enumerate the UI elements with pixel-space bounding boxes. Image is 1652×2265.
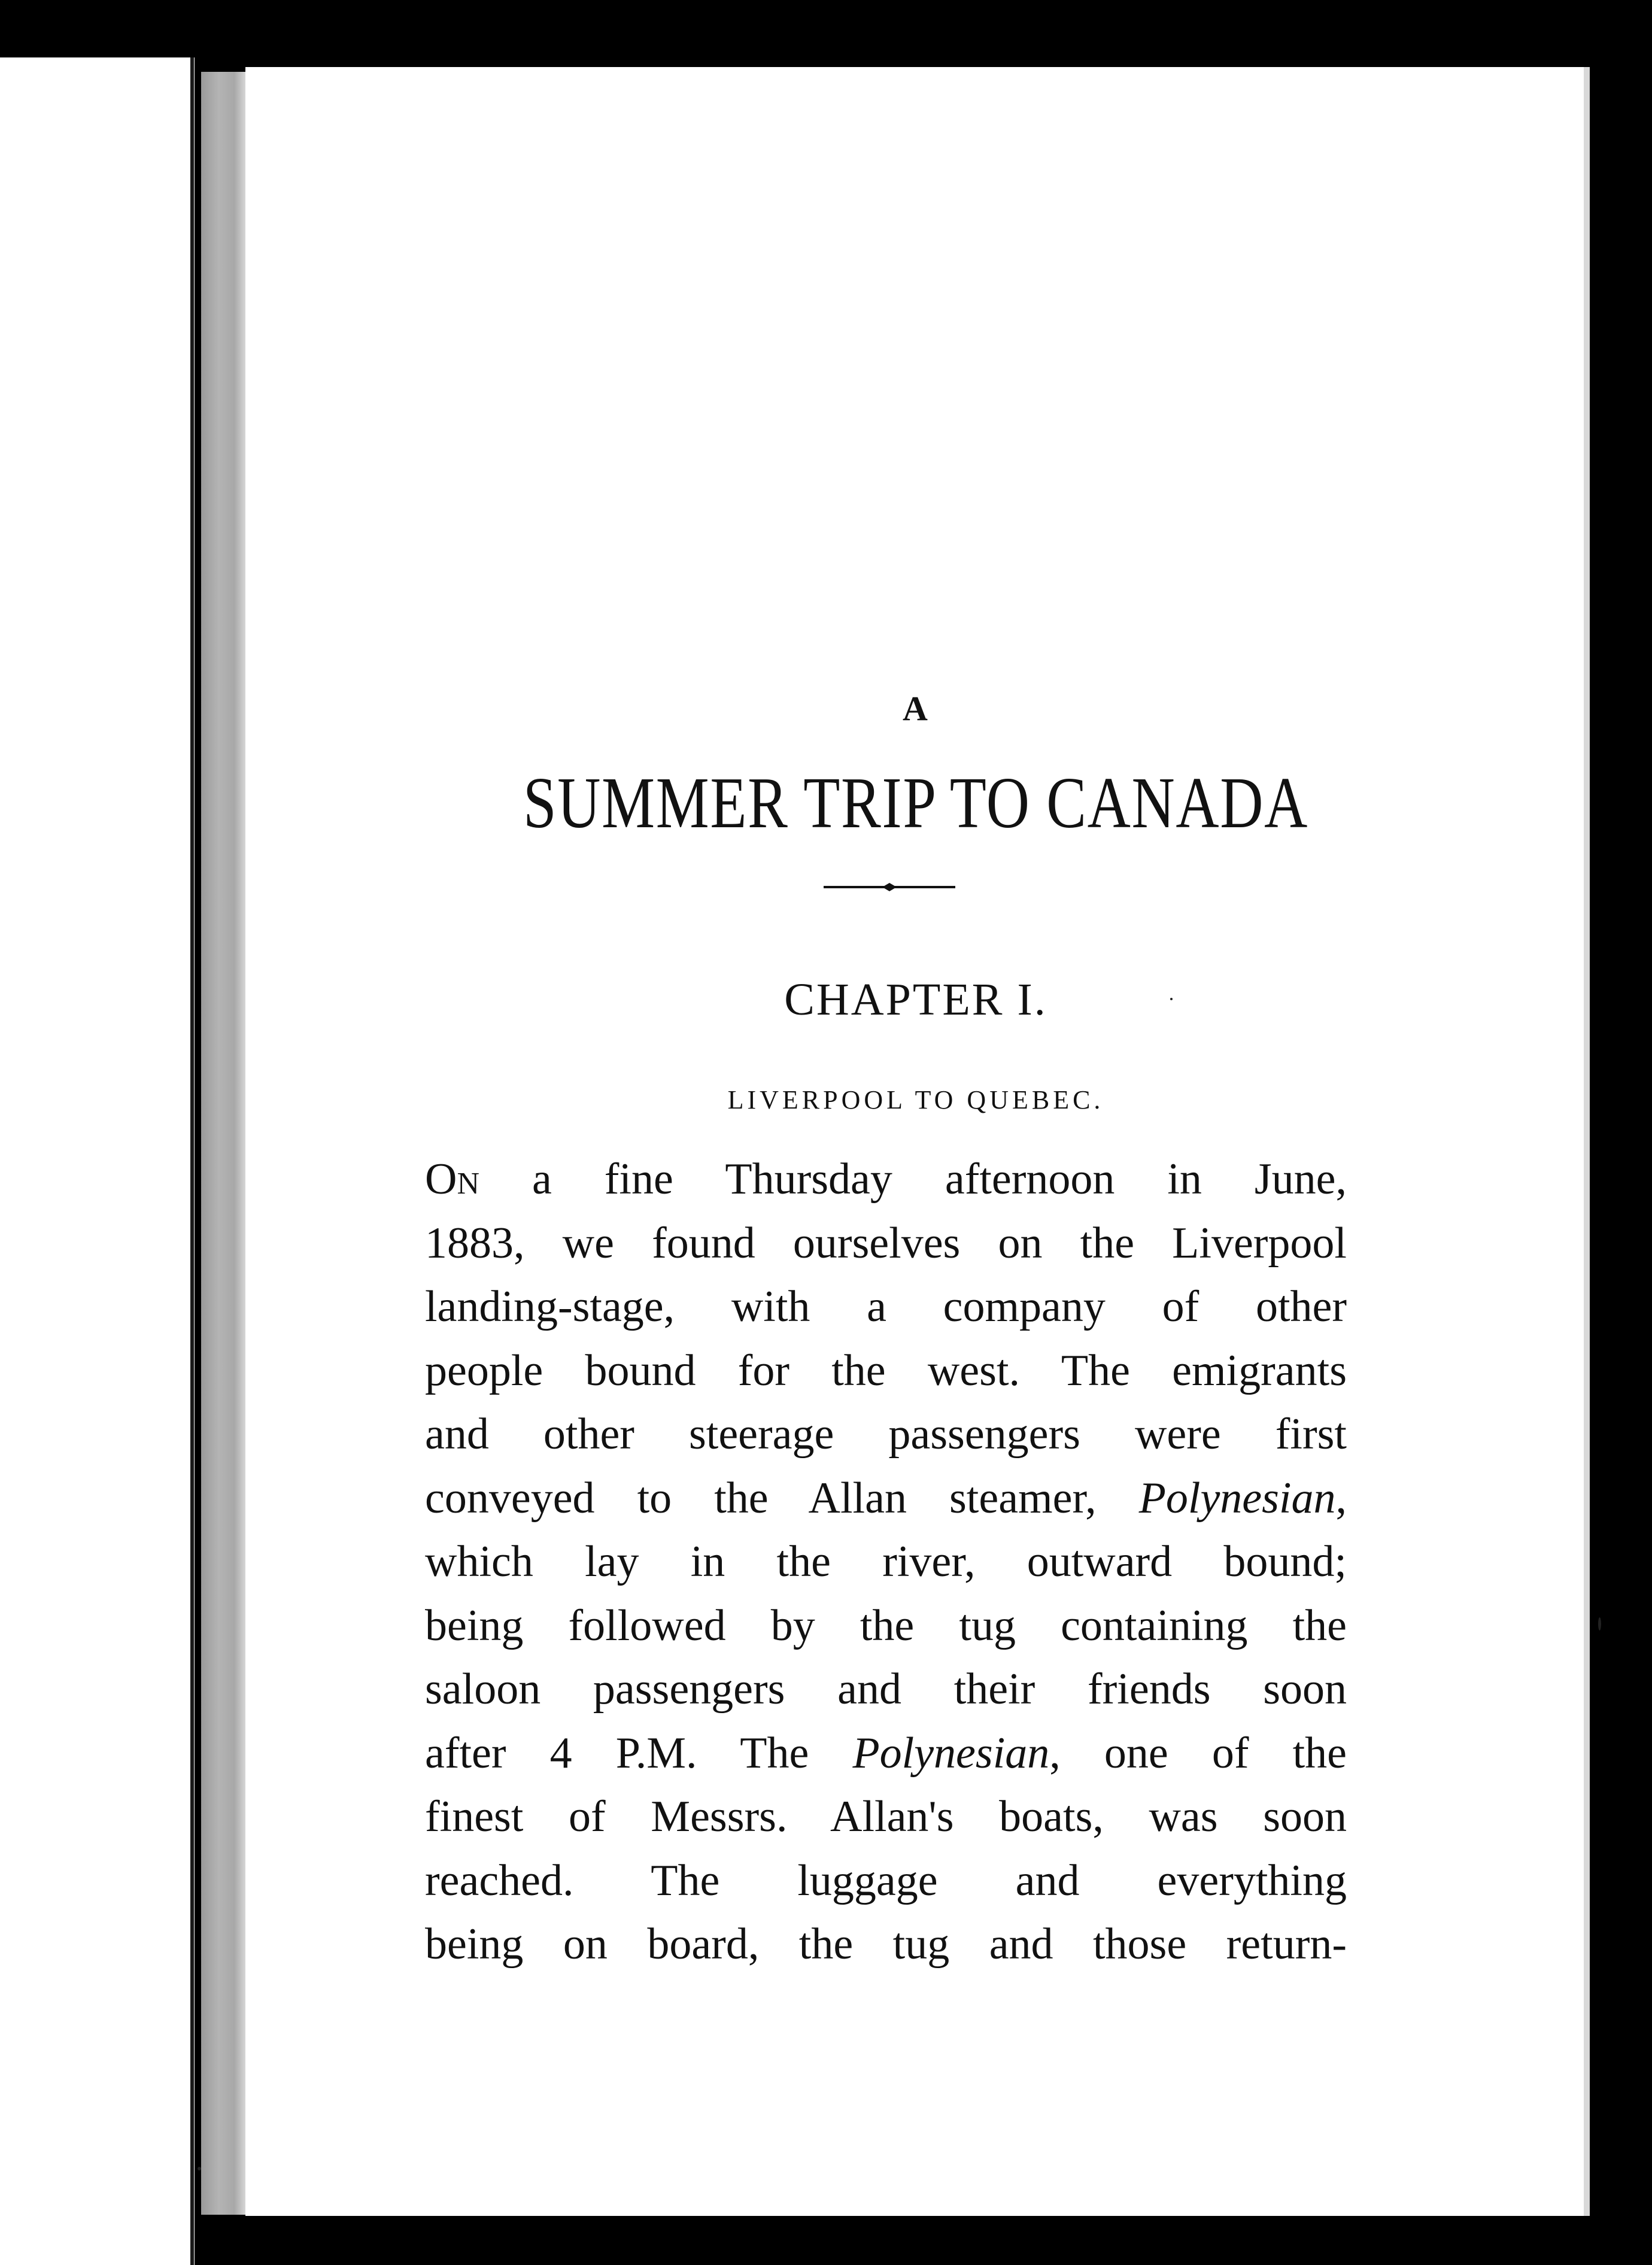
scan-speck bbox=[1170, 998, 1173, 1000]
text-line: reached. The luggage and everything bbox=[425, 1856, 1347, 1905]
punctuation: , bbox=[1335, 1473, 1347, 1523]
chapter-title: LIVERPOOL TO QUEBEC. bbox=[727, 1085, 1104, 1115]
text-line: 1883, we found ourselves on the Liverpool bbox=[425, 1218, 1347, 1268]
text-line bbox=[425, 1467, 1347, 1531]
opening-word: On bbox=[425, 1155, 479, 1204]
gutter-shadow bbox=[201, 72, 245, 2215]
scan-speck bbox=[198, 2167, 201, 2170]
title-article: A bbox=[903, 689, 929, 728]
ornament-divider bbox=[824, 881, 955, 893]
text-line bbox=[425, 1147, 1347, 1212]
text-line-content: a fine Thursday afternoon in June, bbox=[479, 1155, 1347, 1204]
page-edge-shadow bbox=[1584, 67, 1590, 2216]
text-line bbox=[425, 1721, 1347, 1786]
text-line-content: The bbox=[697, 1728, 853, 1778]
text-line: landing-stage, with a company of other bbox=[425, 1282, 1347, 1331]
text-line: and other steerage passengers were first bbox=[425, 1410, 1347, 1459]
time-abbreviation: P.M. bbox=[615, 1728, 697, 1778]
body-paragraph bbox=[425, 1147, 1347, 1976]
text-line: which lay in the river, outward bound; bbox=[425, 1537, 1347, 1586]
ship-name: Polynesian bbox=[1138, 1473, 1336, 1523]
text-line-content: conveyed to the Allan steamer, bbox=[425, 1473, 1139, 1523]
text-line: finest of Messrs. Allan's boats, was soon bbox=[425, 1792, 1347, 1841]
scan-speck bbox=[1598, 1617, 1601, 1631]
chapter-heading: CHAPTER I. bbox=[784, 974, 1047, 1025]
text-line-content: after 4 bbox=[425, 1728, 616, 1778]
text-line: saloon passengers and their friends soon bbox=[425, 1665, 1347, 1714]
text-line: being on board, the tug and those return- bbox=[425, 1920, 1347, 1969]
book-page bbox=[245, 67, 1584, 2216]
text-line: being followed by the tug containing the bbox=[425, 1601, 1347, 1650]
book-title: SUMMER TRIP TO CANADA bbox=[523, 763, 1309, 843]
text-line-content: , one of the bbox=[1049, 1728, 1347, 1778]
gutter-line bbox=[190, 57, 194, 2265]
text-line: people bound for the west. The emigrants bbox=[425, 1346, 1347, 1395]
ship-name: Polynesian bbox=[852, 1728, 1050, 1778]
previous-page-edge bbox=[0, 57, 195, 2265]
